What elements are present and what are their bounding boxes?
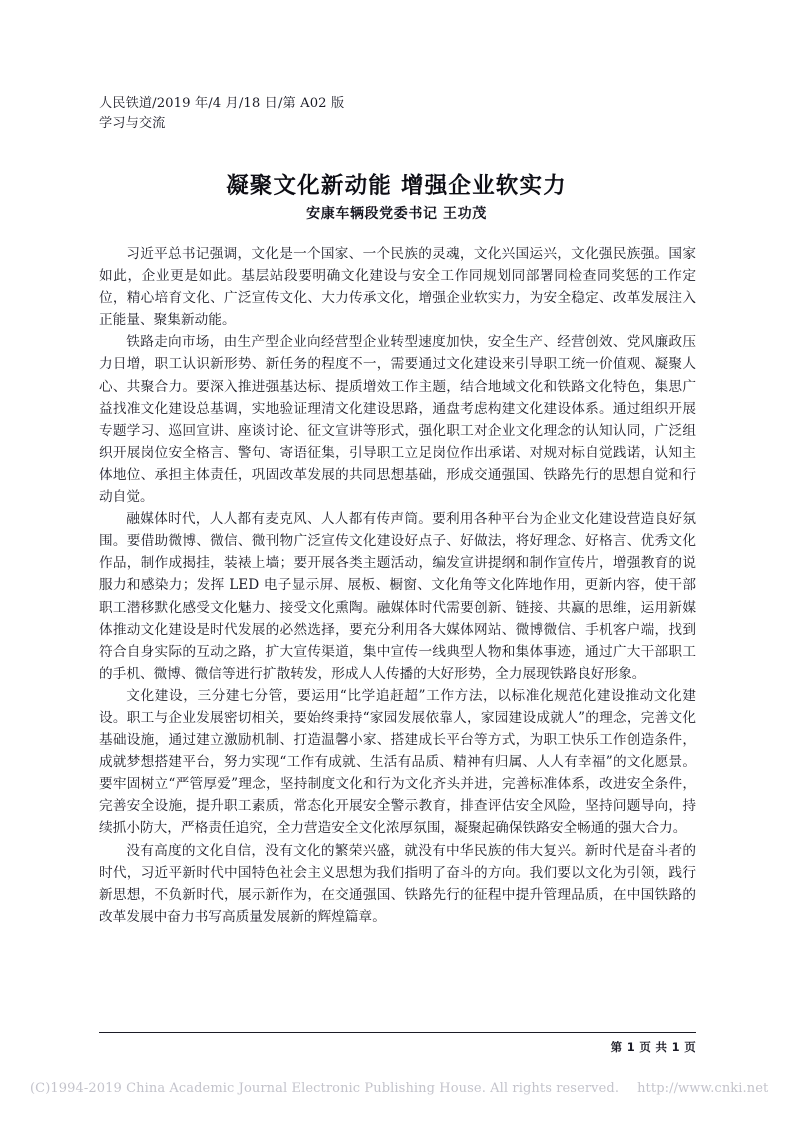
masthead-source-line: 人民铁道/2019 年/4 月/18 日/第 A02 版 [99,96,345,111]
body-paragraph: 没有高度的文化自信，没有文化的繁荣兴盛，就没有中华民族的伟大复兴。新时代是奋斗者的时代，习近平新时代中国特色社会主义思想为我们指明了奋斗的方向。我们要以文化为引领，践行新思想，不负新时代，展示新作为，在交通强国、铁路先行的征程中提升管理品质，在中国铁路的改革发展中奋力书写高质量发展新的辉煌篇章。 [99,842,696,925]
cnki-url: http://www.cnki.net [637,1081,769,1096]
copyright-notice: (C)1994-2019 China Academic Journal Electronic Publishing House. All rights reserved. [30,1081,620,1096]
page-number-indicator: 第 1 页 共 1 页 [610,1040,696,1054]
page-footer [99,1032,696,1055]
article-body [99,243,696,928]
page-title: 凝聚文化新动能 增强企业软实力 [226,173,567,200]
masthead-section-line: 学习与交流 [99,116,166,131]
body-paragraph: 习近平总书记强调，文化是一个国家、一个民族的灵魂，文化兴国运兴，文化强民族强。国家如此，企业更是如此。基层站段要明确文化建设与安全工作同规划同部署同检查同奖惩的工作定位，精心培育文化、广泛宣传文化、大力传承文化，增强企业软实力，为安全稳定、改革发展注入正能量、聚集新动能。 [99,246,696,329]
cnki-watermark [30,1080,770,1098]
author-byline: 安康车辆段党委书记 王功茂 [306,206,487,222]
body-paragraph: 融媒体时代，人人都有麦克风、人人都有传声筒。要利用各种平台为企业文化建设营造良好氛围。要借助微博、微信、微刊物广泛宣传文化建设好点子、好做法，将好理念、好格言、优秀文化作品，制作成揭挂，装裱上墙；要开展各类主题活动，编发宣讲提纲和制作宣传片，增强教育的说服力和感染力；发挥 LED 电子显示屏、展板、橱窗、文化角等文化阵地作用，更新内容，使干部职工潜移默化感受文化魅力、接受文化熏陶。融媒体时代需要创新、链接、共赢的思维，运用新媒体推动文化建设是时代发展的必然选择，要充分利用各大媒体网站、微博微信、手机客户端，找到符合自身实际的互动之路，扩大宣传渠道，集中宣传一线典型人物和集体事迹，通过广大干部职工的手机、微博、微信等进行扩散转发，形成人人传播的大好形势，全力展现铁路良好形象。 [99,511,696,682]
footer-divider [99,1032,696,1033]
masthead [99,94,699,134]
body-paragraph: 文化建设，三分建七分管，要运用“比学追赶超”工作方法，以标准化规范化建设推动文化建设。职工与企业发展密切相关，要始终秉持“家园发展依靠人，家园建设成就人”的理念，完善文化基础设施，通过建立激励机制、打造温馨小家、搭建成长平台等方式，为职工快乐工作创造条件，成就梦想搭建平台，努力实现“工作有成就、生活有品质、精神有归属、人人有幸福”的文化愿景。要牢固树立“严管厚爱”理念，坚持制度文化和行为文化齐头并进，完善标准体系，改进安全条件，完善安全设施，提升职工素质，常态化开展安全警示教育，排查评估安全风险，坚持问题导向，持续抓小防大，严格责任追究，全力营造安全文化浓厚氛围，凝聚起确保铁路安全畅通的强大合力。 [99,687,696,837]
body-paragraph: 铁路走向市场，由生产型企业向经营型企业转型速度加快，安全生产、经营创效、党风廉政压力日增，职工认识新形势、新任务的程度不一，需要通过文化建设来引导职工统一价值观、凝聚人心、共聚合力。要深入推进强基达标、提质增效工作主题，结合地域文化和铁路文化特色，集思广益找准文化建设总基调，实地验证理清文化建设思路，通盘考虑构建文化建设体系。通过组织开展专题学习、巡回宣讲、座谈讨论、征文宣讲等形式，强化职工对企业文化理念的认知认同，广泛组织开展岗位安全格言、警句、寄语征集，引导职工立足岗位作出承诺、对规对标自觉践诺，认知主体地位、承担主体责任，巩固改革发展的共同思想基础，形成交通强国、铁路先行的思想自觉和行动自觉。 [99,334,696,506]
